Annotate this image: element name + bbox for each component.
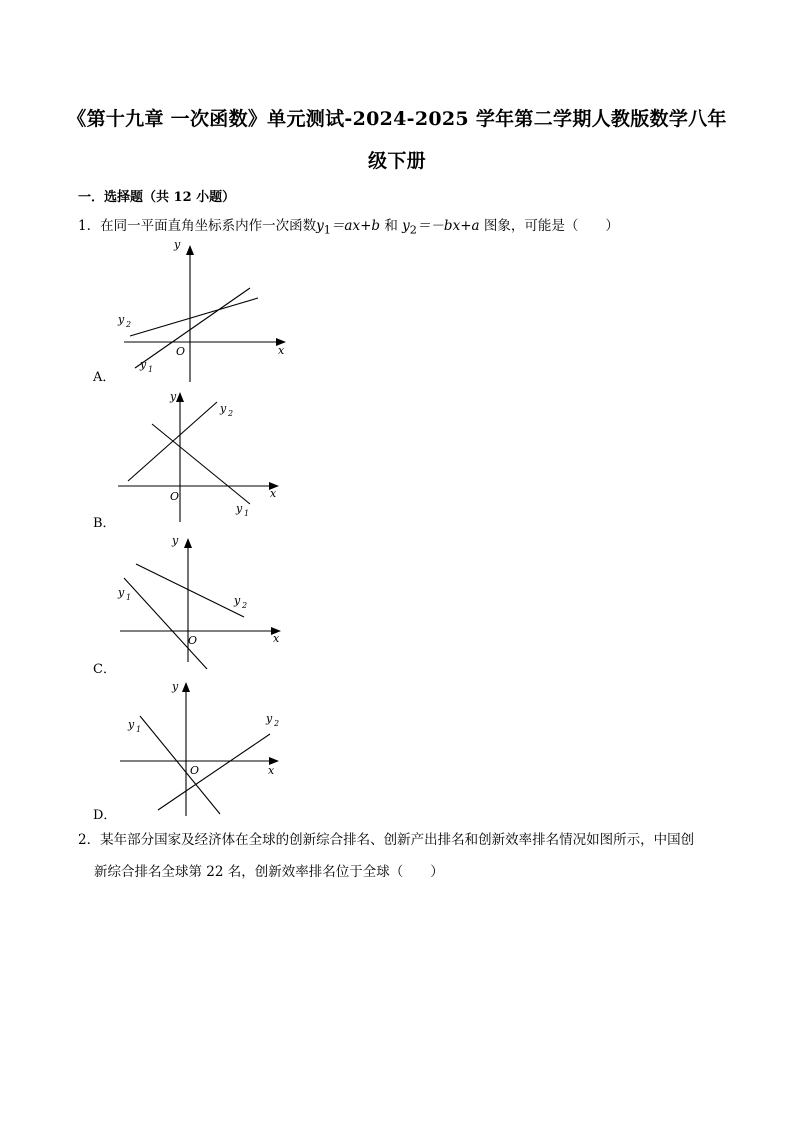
question-1 xyxy=(78,216,738,241)
y1-sub: 1 xyxy=(244,509,250,518)
line-y1 xyxy=(135,288,250,368)
option-d-graph xyxy=(110,676,300,821)
question-text: 某年部分国家及经济体在全球的创新综合排名、创新产出排名和创新效率排名情况如图所示，中国创 xyxy=(100,832,695,848)
question-2-continued: 新综合排名全球第 22 名，创新效率排名位于全球（ ） xyxy=(94,864,444,880)
line-y2 xyxy=(130,298,258,336)
x-axis-label: x xyxy=(268,764,275,777)
equation-2: ＝－bx+a xyxy=(416,218,480,234)
var-y2: y xyxy=(402,218,410,234)
y-axis-arrow xyxy=(186,245,194,255)
equation-1: ＝ax+b xyxy=(330,218,381,234)
origin-label: O xyxy=(190,764,200,777)
origin-label: O xyxy=(170,490,180,503)
question-2 xyxy=(78,830,738,850)
question-text-end: 图象，可能是（ ） xyxy=(479,218,619,234)
question-number: 1． xyxy=(78,218,101,234)
x-axis-label: x xyxy=(278,344,285,357)
subscript: 2 xyxy=(409,223,417,237)
y1-label: y xyxy=(236,502,243,515)
question-number: 2． xyxy=(78,832,101,848)
y1-sub: 1 xyxy=(136,725,142,734)
y1-sub: 1 xyxy=(126,593,132,602)
y2-sub: 2 xyxy=(242,601,248,610)
y-axis-arrow xyxy=(176,392,184,402)
option-b-graph xyxy=(110,386,300,526)
page-title-continued: 级下册 xyxy=(368,150,426,172)
section-heading: 一．选择题（共 12 小题） xyxy=(78,190,236,205)
y2-label: y xyxy=(234,594,241,607)
line-y1 xyxy=(140,716,220,814)
option-b-label[interactable]: B． xyxy=(93,516,116,531)
page-title: 《第十九章 一次函数》单元测试-2024-2025 学年第二学期人教版数学八年 xyxy=(67,108,727,130)
y2-sub: 2 xyxy=(274,719,280,728)
question-text: 在同一平面直角坐标系内作一次函数 xyxy=(100,218,317,234)
var-y1: y xyxy=(316,218,324,234)
line-y1 xyxy=(152,424,250,504)
y1-label: y xyxy=(140,358,147,371)
origin-label: O xyxy=(188,634,198,647)
y2-sub: 2 xyxy=(126,320,132,329)
y2-label: y xyxy=(220,402,227,415)
y-axis-arrow xyxy=(184,538,192,548)
y-axis-label: y xyxy=(170,390,177,403)
subscript: 1 xyxy=(323,223,331,237)
y-axis-arrow xyxy=(182,682,190,692)
option-c-label[interactable]: C． xyxy=(93,662,116,677)
y2-sub: 2 xyxy=(228,409,234,418)
x-axis-label: x xyxy=(273,632,280,645)
y2-label: y xyxy=(266,712,273,725)
origin-label: O xyxy=(176,345,186,358)
y1-sub: 1 xyxy=(148,365,154,374)
line-y2 xyxy=(158,734,270,810)
line-y1 xyxy=(124,578,207,669)
x-axis-label: x xyxy=(270,487,277,500)
line-y2 xyxy=(128,402,217,481)
y-axis-label: y xyxy=(174,240,181,251)
conjunction: 和 xyxy=(380,218,403,234)
y1-label: y xyxy=(128,718,135,731)
option-d-label[interactable]: D． xyxy=(93,808,117,823)
y-axis-label: y xyxy=(172,680,179,693)
y1-label: y xyxy=(118,586,125,599)
option-c-graph xyxy=(110,532,300,672)
option-a-label[interactable]: A． xyxy=(93,370,116,385)
y-axis-label: y xyxy=(172,534,179,547)
y2-label: y xyxy=(118,313,125,326)
option-a-graph xyxy=(110,240,300,385)
